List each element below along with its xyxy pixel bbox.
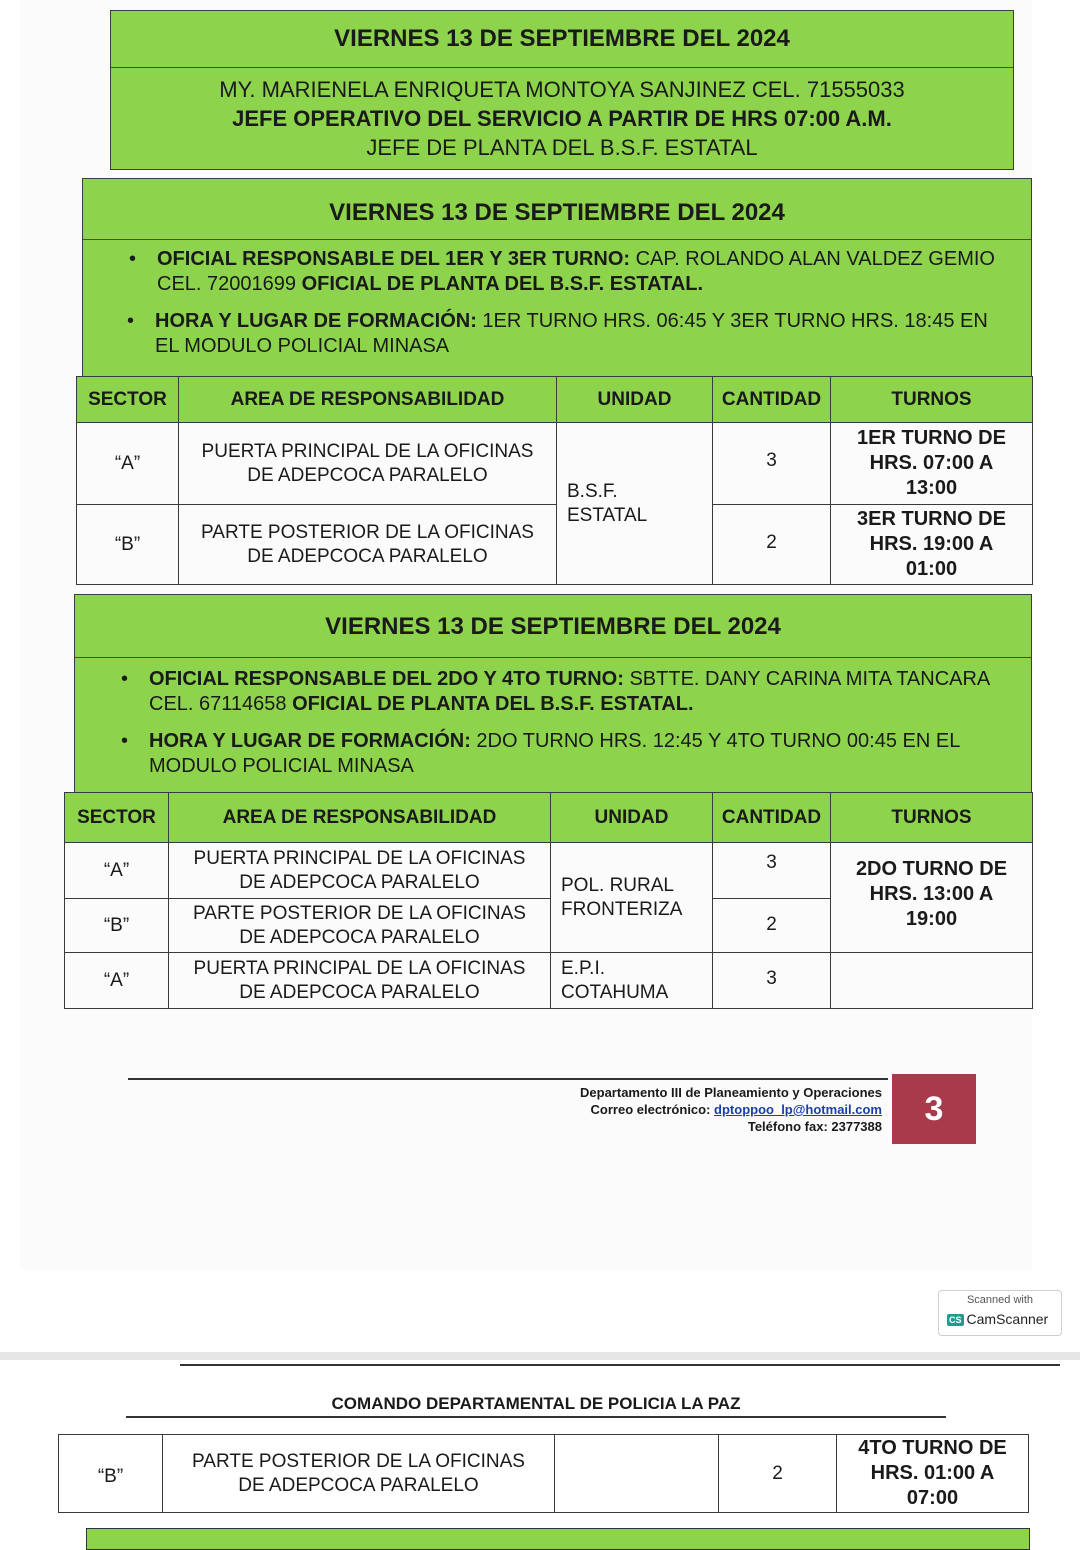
bullet-formacion: • HORA Y LUGAR DE FORMACIÓN: 2DO TURNO HRS. 12:45 Y 4TO TURNO 00:45 EN EL MODULO POLICIAL MINASA [121, 730, 961, 777]
col-area: AREA DE RESPONSABILIDAD [169, 793, 551, 843]
col-area: AREA DE RESPONSABILIDAD [179, 377, 557, 423]
bullet-oficial: • OFICIAL RESPONSABLE DEL 2DO Y 4TO TURNO: SBTTE. DANY CARINA MITA TANCARA CEL. 67114658 OFICIAL DE PLANTA DEL B.S.F. ESTATAL. [121, 668, 991, 715]
table-row [77, 423, 1033, 505]
header-box-2 [82, 178, 1032, 378]
jefe-operativo-line: JEFE OPERATIVO DEL SERVICIO A PARTIR DE HRS 07:00 A.M. [232, 106, 892, 131]
assignment-table-1 [76, 376, 1033, 585]
email-link[interactable]: dptoppoo_lp@hotmail.com [714, 1102, 882, 1117]
cantidad-cell: 2 [713, 505, 831, 585]
turno-cell: 1ER TURNO DE HRS. 07:00 A 13:00 [831, 423, 1033, 505]
area-cell: PUERTA PRINCIPAL DE LA OFICINAS DE ADEPCOCA PARALELO [169, 843, 551, 899]
green-band [86, 1528, 1030, 1550]
header-box-1 [110, 10, 1014, 170]
area-cell: PARTE POSTERIOR DE LA OFICINAS DE ADEPCOCA PARALELO [163, 1435, 555, 1513]
col-cantidad: CANTIDAD [713, 793, 831, 843]
camscanner-watermark: Scanned with CS CamScanner [938, 1290, 1062, 1336]
cantidad-cell: 3 [713, 423, 831, 505]
unidad-cell: B.S.F. ESTATAL [557, 423, 713, 585]
turno-cell: 3ER TURNO DE HRS. 19:00 A 01:00 [831, 505, 1033, 585]
col-turnos: TURNOS [831, 377, 1033, 423]
footer-phone: Teléfono fax: 2377388 [747, 1119, 882, 1134]
comando-header: COMANDO DEPARTAMENTAL DE POLICIA LA PAZ [331, 1394, 741, 1413]
sector-cell: “B” [59, 1435, 163, 1513]
col-unidad: UNIDAD [557, 377, 713, 423]
camscanner-icon: CS [949, 1315, 962, 1326]
bullet-formacion: • HORA Y LUGAR DE FORMACIÓN: 1ER TURNO HRS. 06:45 Y 3ER TURNO HRS. 18:45 EN EL MODULO POLICIAL MINASA [127, 310, 988, 357]
cantidad-cell: 2 [719, 1435, 837, 1513]
unidad-cell-empty [555, 1435, 719, 1513]
cantidad-cell: 3 [713, 843, 831, 899]
footer-divider [128, 1078, 888, 1080]
sector-cell: “A” [65, 953, 169, 1009]
page-number-badge: 3 [892, 1074, 976, 1144]
table-row [77, 505, 1033, 585]
sector-cell: “A” [77, 423, 179, 505]
area-cell: PUERTA PRINCIPAL DE LA OFICINAS DE ADEPCOCA PARALELO [169, 953, 551, 1009]
area-cell: PARTE POSTERIOR DE LA OFICINAS DE ADEPCOCA PARALELO [179, 505, 557, 585]
sector-cell: “B” [77, 505, 179, 585]
jefe-planta-line: JEFE DE PLANTA DEL B.S.F. ESTATAL [366, 135, 758, 160]
assignment-table-3 [58, 1434, 1029, 1513]
footer-dept: Departamento III de Planeamiento y Operaciones [580, 1085, 882, 1100]
col-sector: SECTOR [77, 377, 179, 423]
table-row [59, 1435, 1029, 1513]
page-separator [0, 1352, 1080, 1360]
col-cantidad: CANTIDAD [713, 377, 831, 423]
bullet-oficial: • OFICIAL RESPONSABLE DEL 1ER Y 3ER TURNO: CAP. ROLANDO ALAN VALDEZ GEMIO CEL. 72001699 OFICIAL DE PLANTA DEL B.S.F. ESTATAL. [129, 248, 995, 295]
assignment-table-2 [64, 792, 1033, 1009]
jefe-name-line: MY. MARIENELA ENRIQUETA MONTOYA SANJINEZ CEL. 71555033 [219, 77, 905, 102]
area-cell: PARTE POSTERIOR DE LA OFICINAS DE ADEPCOCA PARALELO [169, 899, 551, 953]
table-row [65, 843, 1033, 899]
turno-cell: 4TO TURNO DE HRS. 01:00 A 07:00 [837, 1435, 1029, 1513]
turno-cell: 2DO TURNO DE HRS. 13:00 A 19:00 [831, 843, 1033, 953]
cantidad-cell: 3 [713, 953, 831, 1009]
turno-cell-empty [831, 953, 1033, 1009]
area-cell: PUERTA PRINCIPAL DE LA OFICINAS DE ADEPCOCA PARALELO [179, 423, 557, 505]
sector-cell: “B” [65, 899, 169, 953]
date-title: VIERNES 13 DE SEPTIEMBRE DEL 2024 [334, 25, 790, 52]
header-box-3 [74, 594, 1032, 794]
date-title: VIERNES 13 DE SEPTIEMBRE DEL 2024 [325, 613, 781, 640]
col-turnos: TURNOS [831, 793, 1033, 843]
col-unidad: UNIDAD [551, 793, 713, 843]
col-sector: SECTOR [65, 793, 169, 843]
sector-cell: “A” [65, 843, 169, 899]
footer-contact: Departamento III de Planeamiento y Operaciones Correo electrónico: dptoppoo_lp@hotmail.com Teléfono fax: 2377388 [520, 1084, 882, 1135]
unidad-cell: E.P.I. COTAHUMA [551, 953, 713, 1009]
date-title: VIERNES 13 DE SEPTIEMBRE DEL 2024 [329, 199, 785, 226]
table-row [65, 953, 1033, 1009]
unidad-cell: POL. RURAL FRONTERIZA [551, 843, 713, 953]
cantidad-cell: 2 [713, 899, 831, 953]
